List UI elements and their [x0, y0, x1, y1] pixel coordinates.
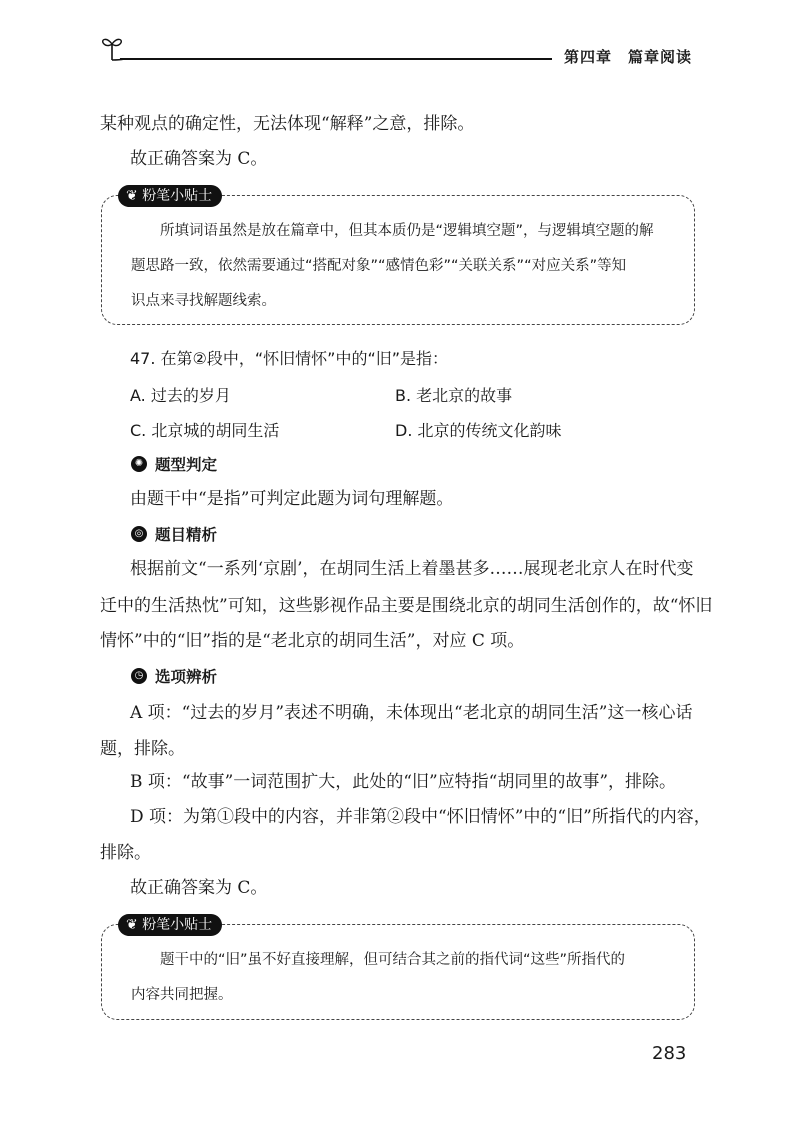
sprout-icon: ❦ — [126, 917, 138, 933]
option-b-analysis: B 项：“故事”一词范围扩大，此处的“旧”应特指“胡同里的故事”，排除。 — [130, 772, 677, 792]
tip1-line: 题思路一致，依然需要通过“搭配对象”“感情色彩”“关联关系”“对应关系”等知 — [131, 258, 627, 274]
sprout-icon: ❦ — [126, 188, 138, 204]
option-a-analysis: 题，排除。 — [100, 739, 185, 759]
option-a-analysis: A 项：“过去的岁月”表述不明确，未体现出“老北京的胡同生活”这一核心话 — [130, 703, 693, 723]
question-stem: 47. 在第②段中，“怀旧情怀”中的“旧”是指： — [130, 349, 449, 368]
final-answer: 故正确答案为 C。 — [130, 878, 268, 898]
type-section-title: 题型判定 — [155, 456, 218, 474]
option-b: B. 老北京的故事 — [395, 386, 513, 405]
tip1-line: 识点来寻找解题线索。 — [131, 293, 276, 309]
analysis-line: 根据前文“一系列‘京剧’，在胡同生活上着墨甚多……展现老北京人在时代变 — [130, 559, 694, 579]
intro-line: 某种观点的确定性，无法体现“解释”之意，排除。 — [100, 114, 475, 134]
tip-badge-label: 粉笔小贴士 — [142, 917, 213, 933]
option-a: A. 过去的岁月 — [130, 386, 231, 405]
options-section-title: 选项辨析 — [155, 668, 218, 686]
gear-icon: ✺ — [131, 456, 147, 472]
analysis-line: 迁中的生活热忱”可知，这些影视作品主要是围绕北京的胡同生活创作的，故“怀旧 — [100, 596, 713, 616]
chapter-title: 第四章 篇章阅读 — [564, 48, 693, 66]
tip-badge-2 — [118, 914, 222, 936]
target-icon: ◎ — [131, 526, 147, 542]
tip-badge-label: 粉笔小贴士 — [142, 188, 213, 204]
tip-badge-1 — [118, 185, 222, 207]
option-d: D. 北京的传统文化韵味 — [395, 421, 562, 440]
analysis-line: 情怀”中的“旧”指的是“老北京的胡同生活”，对应 C 项。 — [100, 631, 525, 651]
option-c: C. 北京城的胡同生活 — [130, 421, 280, 440]
clock-icon: ◷ — [131, 668, 147, 684]
tip1-line: 所填词语虽然是放在篇章中，但其本质仍是“逻辑填空题”，与逻辑填空题的解 — [160, 223, 654, 239]
analysis-section-title: 题目精析 — [155, 526, 218, 544]
option-d-analysis: 排除。 — [100, 843, 151, 863]
tip2-line: 题干中的“旧”虽不好直接理解，但可结合其之前的指代词“这些”所指代的 — [160, 952, 626, 968]
tip2-line: 内容共同把握。 — [131, 987, 233, 1003]
option-d-analysis: D 项：为第①段中的内容，并非第②段中“怀旧情怀”中的“旧”所指代的内容， — [130, 807, 711, 827]
type-section-text: 由题干中“是指”可判定此题为词句理解题。 — [130, 489, 454, 509]
header-rule — [120, 58, 552, 60]
intro-answer: 故正确答案为 C。 — [130, 149, 268, 169]
page-number: 283 — [652, 1043, 687, 1064]
